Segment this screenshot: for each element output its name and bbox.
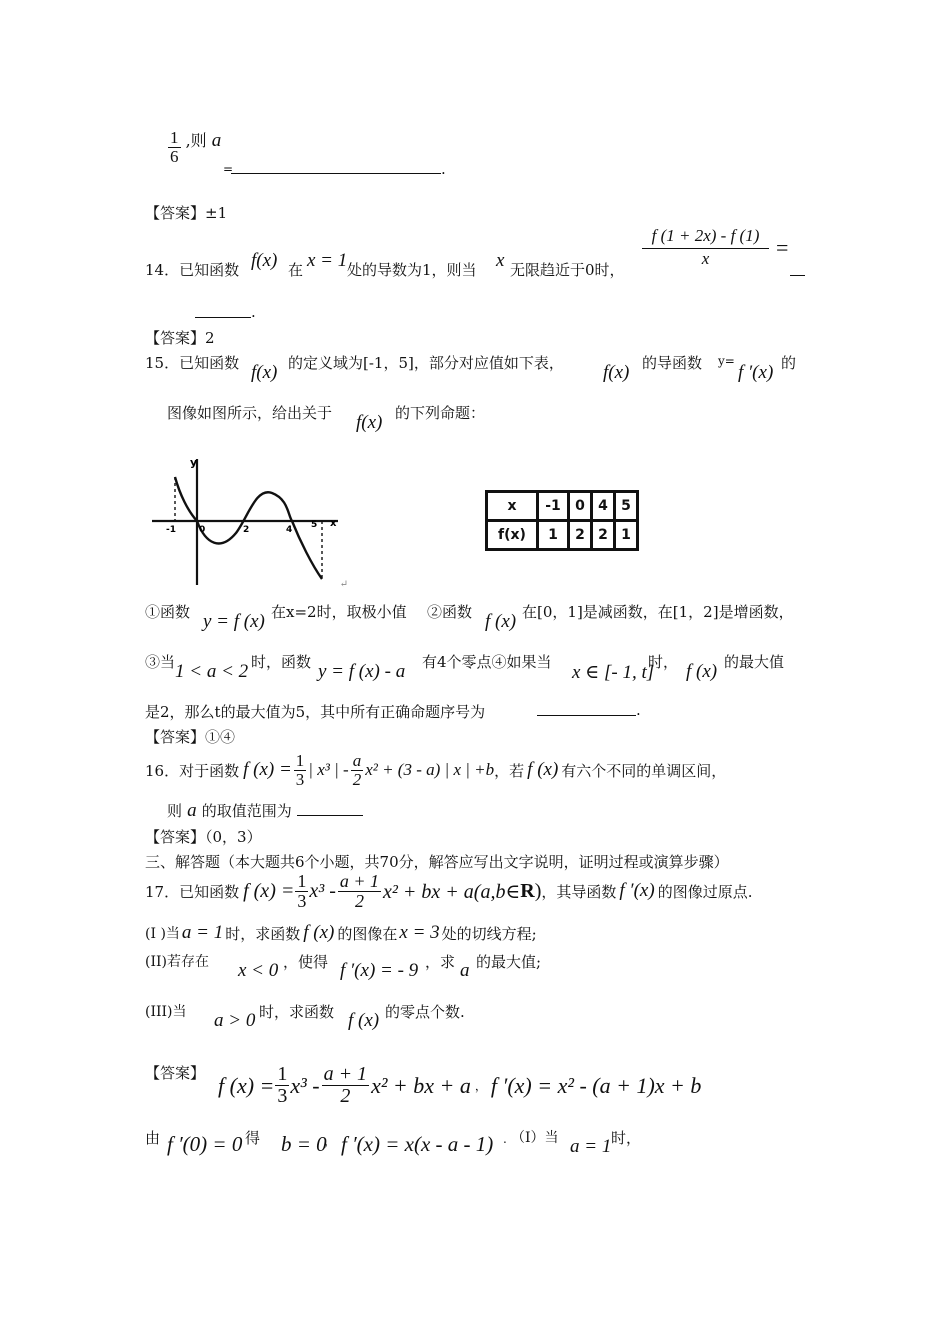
- top-eq: =: [223, 162, 234, 176]
- table-cell: -1: [538, 492, 569, 521]
- answer-15: 【答案】①④: [145, 728, 236, 746]
- return-mark: ↵: [339, 579, 348, 590]
- y-axis-label: y: [190, 456, 198, 469]
- q14-limit-fraction: f (1 + 2x) - f (1) x: [642, 226, 769, 269]
- value-table: [485, 490, 639, 551]
- table-row: [487, 521, 638, 550]
- q14-x-eq-1: x = 1: [307, 250, 348, 271]
- table-cell: 4: [592, 492, 615, 521]
- answer-17-label: 【答案】: [145, 1064, 206, 1082]
- section-3-heading: 三、解答题（本大题共6个小题，共70分，解答应写出文字说明，证明过程或演算步骤）: [145, 853, 729, 871]
- prop-3: ③当: [145, 653, 176, 671]
- prop-1: ①函数: [145, 603, 191, 621]
- question-16: 16．对于函数 f (x) = $\frac{1}{3}$ | x³ | - $\frac{a}{2}$ x² + (3 - a) | x | +b ，若 f (x) 有六个不同的单调区间，: [145, 751, 727, 789]
- table-cell: x: [487, 492, 538, 521]
- table-cell: 0: [569, 492, 592, 521]
- answer-13: 【答案】±1: [145, 204, 228, 222]
- tick-minus1: -1: [166, 525, 176, 535]
- x-axis-label: x: [330, 518, 337, 529]
- prop-2: ②函数: [427, 603, 473, 621]
- derivative-graph: [148, 455, 348, 590]
- answer-16: 【答案】（0，3）: [145, 828, 262, 846]
- q14-blank: [195, 317, 251, 318]
- question-17-part1: (Ⅰ )当 a = 1 时，求函数 f (x) 的图像在 x = 3 处的切线方程;: [145, 922, 537, 943]
- tick-2: 2: [243, 525, 250, 535]
- answer-14: 【答案】2: [145, 329, 215, 347]
- table-cell: 1: [615, 521, 638, 550]
- table-cell: 1: [538, 521, 569, 550]
- question-17-part3: (III)当: [145, 1004, 187, 1020]
- fraction-one-sixth: $\frac{1}{6}$: [170, 128, 179, 166]
- prop-blank: [537, 715, 636, 716]
- table-cell: 2: [569, 521, 592, 550]
- q14-blank-tail: [790, 275, 805, 276]
- q16-blank: [297, 815, 363, 816]
- tick-4: 4: [286, 525, 293, 535]
- q14-fx: f(x): [251, 250, 278, 271]
- question-14-num: 14．已知函数: [145, 261, 240, 279]
- table-cell: 2: [592, 521, 615, 550]
- tick-0: 0: [199, 525, 206, 535]
- q15-line2: 图像如图所示，给出关于: [167, 404, 333, 422]
- question-16-line2: 则 a 的取值范围为: [167, 800, 363, 822]
- table-cell: 5: [615, 492, 638, 521]
- top-blank: [231, 173, 441, 174]
- table-cell: f(x): [487, 521, 538, 550]
- answer-17-formula: f (x) = $\frac{1}{3}$ x³ - $\frac{a + 1}{2}$ x² + bx + a ， f ′(x) = x² - (a + 1)x + b: [218, 1063, 702, 1107]
- question-17: 17．已知函数 f (x) = $\frac{1}{3}$ x³ - $\frac{a + 1}{2}$ x² + bx + a(a,b∈ R ) ，其导函数 f ′(x) 的图像过原点.: [145, 871, 753, 911]
- prop-4-line: 是2，那么t的最大值为5，其中所有正确命题序号为: [145, 703, 486, 721]
- tick-5: 5: [311, 520, 318, 530]
- answer-17-line2: 由: [145, 1129, 161, 1147]
- question-17-part2: (II)若存在: [145, 954, 209, 970]
- top-dot: .: [441, 160, 446, 178]
- top-fragment: $\frac{1}{6}$ ,则 a: [170, 128, 222, 166]
- question-15-num: 15．已知函数: [145, 354, 240, 372]
- table-row: [487, 492, 638, 521]
